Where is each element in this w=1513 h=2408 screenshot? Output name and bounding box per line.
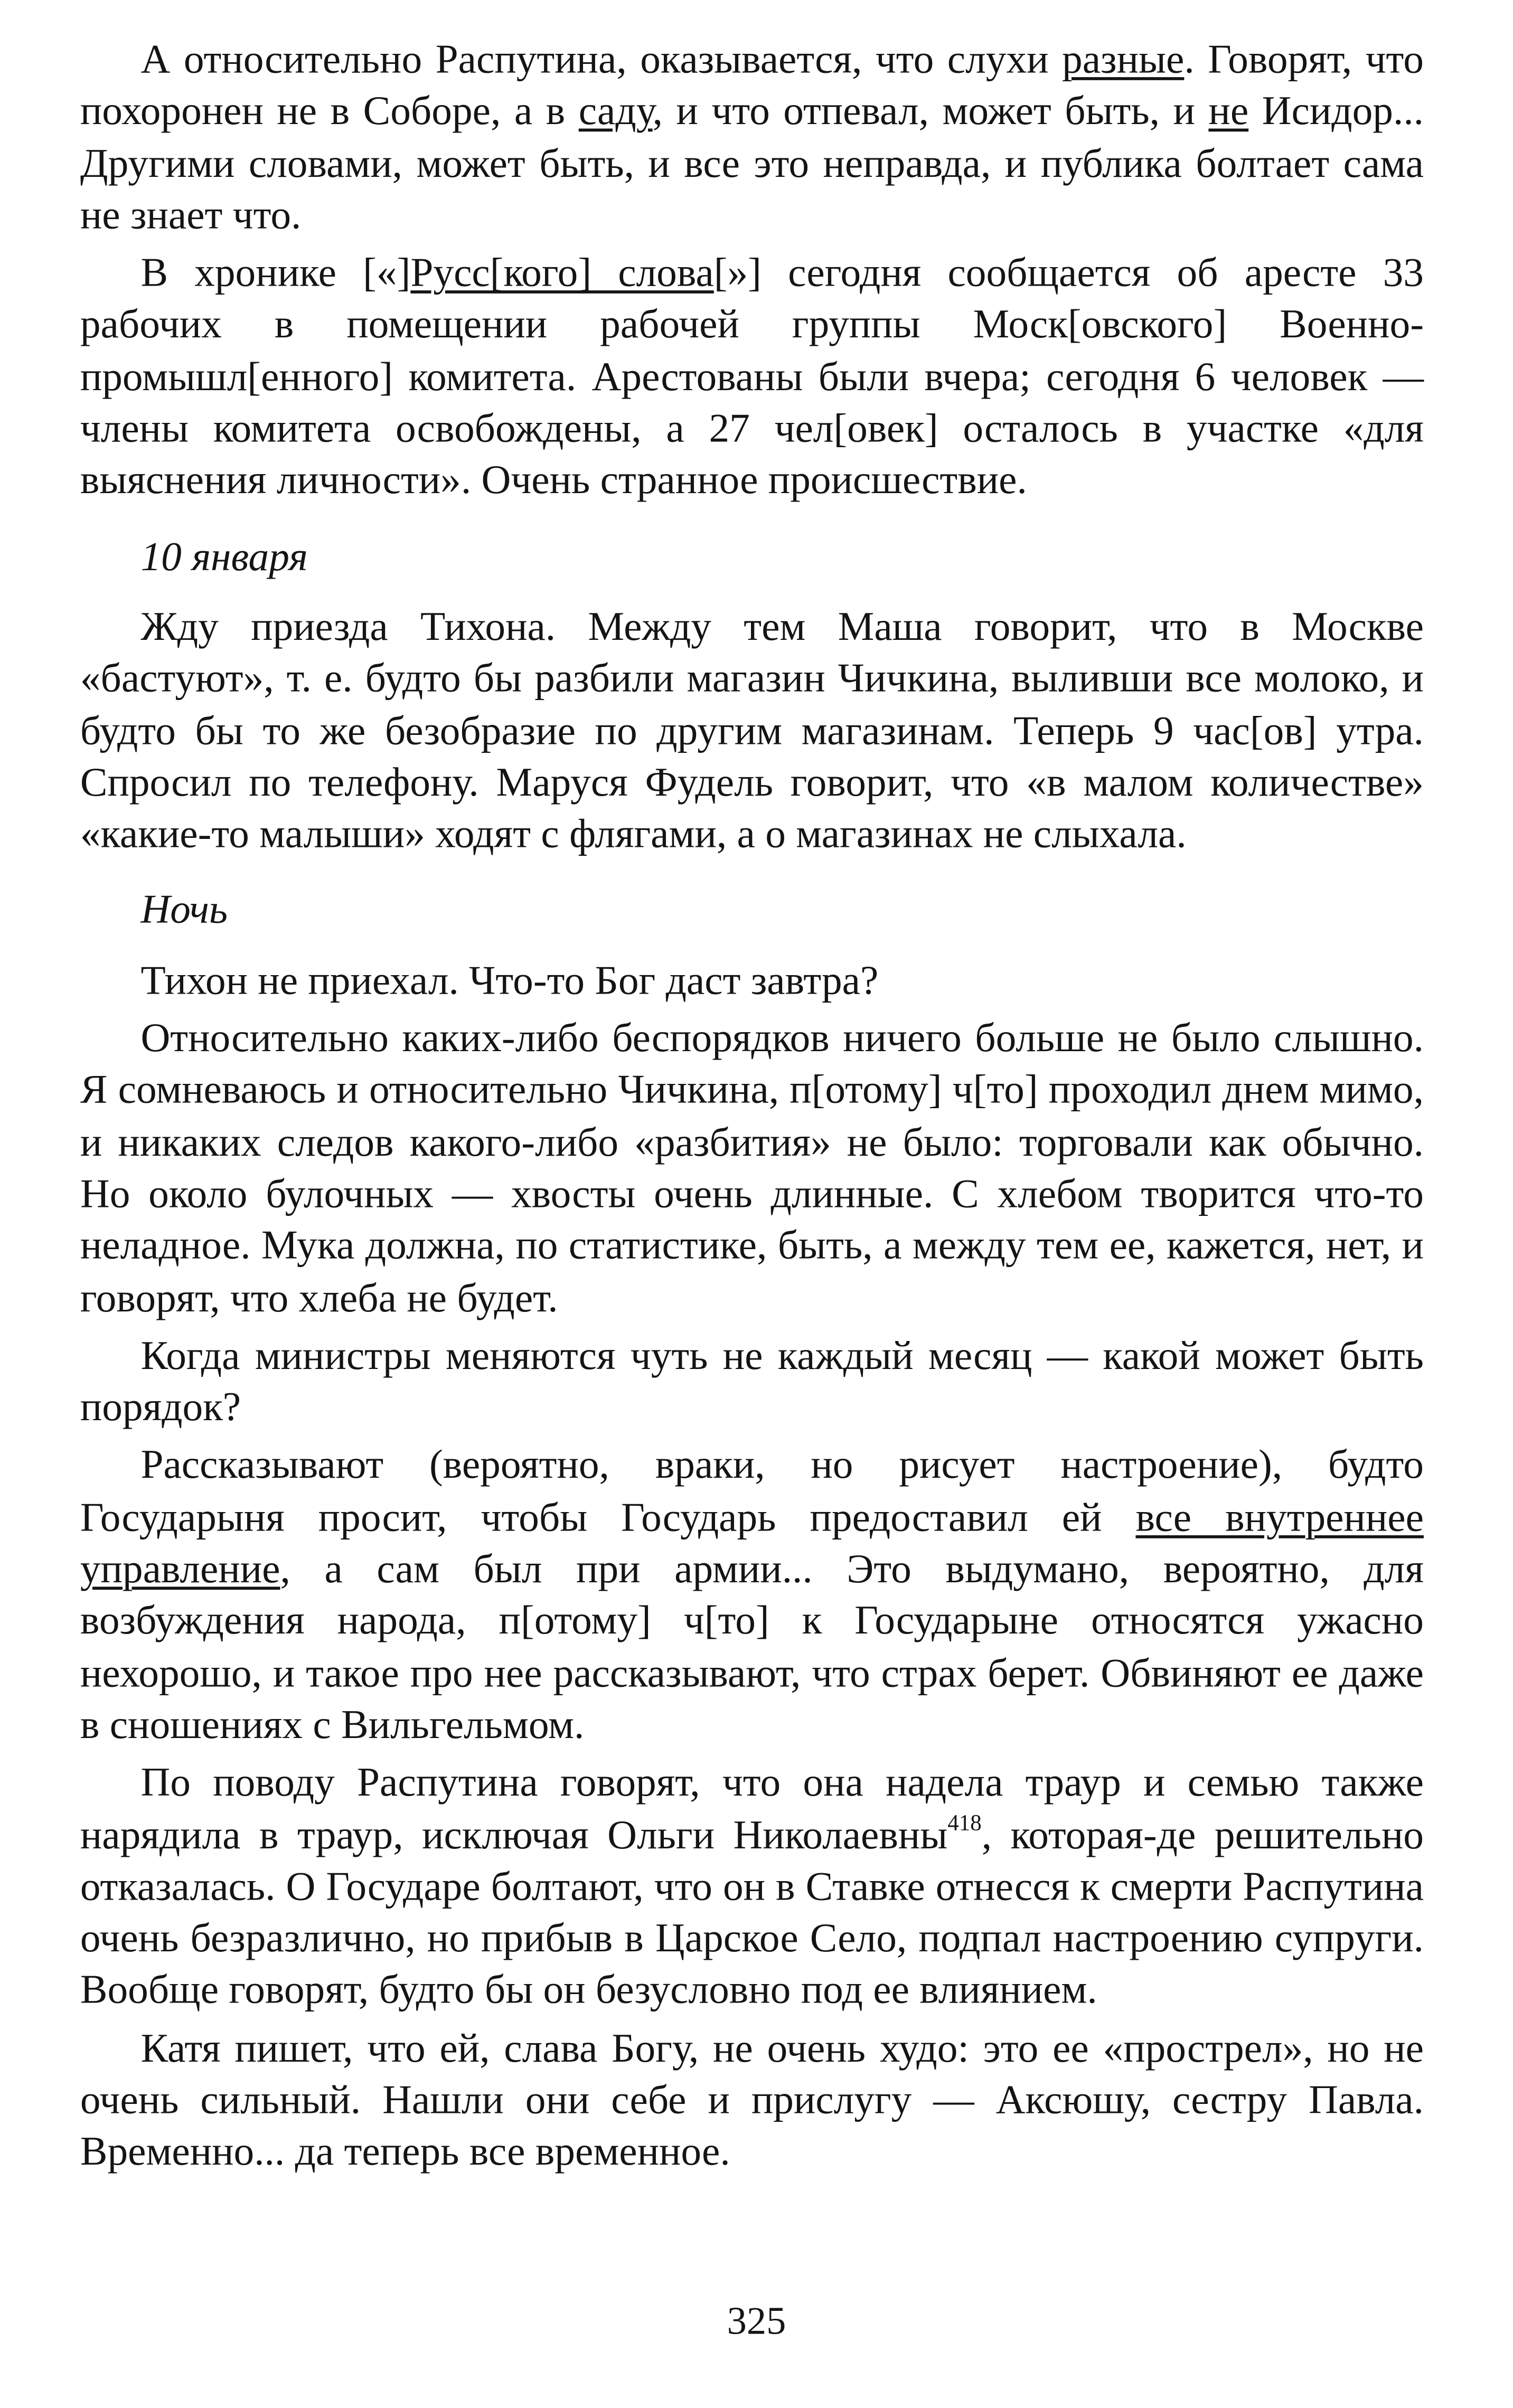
paragraph <box>80 1757 1424 2016</box>
text-run: . Говорят, что похоронен не в Соборе, а в <box>80 36 1424 134</box>
paragraph <box>80 1439 1424 1751</box>
underlined-text: не <box>1208 88 1249 134</box>
paragraph <box>80 247 1424 506</box>
page-number: 325 <box>727 2299 786 2343</box>
text-run: [»] сегодня сообщается об аресте 33 рабочих в помещении рабочей группы Моск[овского] Военно-промышл[енного] комитета. Арестованы были вчера; сегодня 6 человек — члены комитета освобождены, а 27 чел[овек] осталось в участке «для выяснения личности». Очень странное происшествие. <box>80 250 1424 503</box>
text-run: , а сам был при армии... Это выдумано, вероятно, для возбуждения народа, п[отому] ч[то] к Государыне относятся ужасно нехорошо, и такое про нее рассказывают, что страх берет. Обвиняют ее даже в сношениях с Вильгельмом. <box>80 1546 1424 1747</box>
date-heading <box>80 884 1424 936</box>
paragraph <box>80 2022 1424 2178</box>
text-run: В хронике [«] <box>140 250 411 296</box>
text-run: , которая-де решительно отказалась. О Государе болтают, что он в Ставке отнесся к смерти Распутина очень безразлично, но прибыв в Царское Село, подпал настроению супруги. Вообще говорят, будто бы он безусловно под ее влиянием. <box>80 1811 1424 2013</box>
paragraph <box>80 1012 1424 1324</box>
text-run: Исидор... Другими словами, может быть, и все это неправда, и публика болтает сама не знает что. <box>80 88 1424 238</box>
text-run: Когда министры меняются чуть не каждый месяц — какой может быть порядок? <box>80 1332 1424 1430</box>
underlined-text: все внутреннее управление <box>80 1494 1424 1592</box>
page-text <box>80 33 1424 2184</box>
text-run: Тихон не приехал. Что-то Бог даст завтра? <box>140 957 879 1003</box>
text-run: А относительно Распутина, оказывается, что слухи <box>140 36 1063 82</box>
text-run: Относительно каких-либо беспорядков ничего больше не было слышно. Я сомневаюсь и относительно Чичкина, п[отому] ч[то] проходил днем мимо, и никаких следов какого-либо «разбития» не было: торговали как обычно. Но около булочных — хвосты очень длинные. С хлебом творится что-то неладное. Мука должна, по статистике, быть, а между тем ее, кажется, нет, и говорят, что хлеба не будет. <box>80 1015 1424 1320</box>
underlined-text: разные <box>1062 36 1185 82</box>
text-run: Рассказывают (вероятно, враки, но рисует настроение), будто Государыня просит, чтобы Государь предоставил ей <box>80 1442 1424 1540</box>
text-run: По поводу Распутина говорят, что она надела траур и семью также нарядила в траур, исключая Ольги Николаевны <box>80 1759 1424 1857</box>
underlined-text: саду <box>578 88 653 134</box>
text-run: 10 января <box>140 533 308 579</box>
underlined-text: Русс[кого] слова <box>410 250 714 296</box>
text-run: , и что отпевал, может быть, и <box>652 88 1209 134</box>
text-run: Катя пишет, что ей, слава Богу, не очень худо: это ее «прострел», но не очень сильный. Нашли они себе и прислугу — Аксюшу, сестру Павла. Временно... да теперь все временное. <box>80 2025 1424 2174</box>
paragraph <box>80 33 1424 241</box>
text-run: Ночь <box>140 887 228 933</box>
text-run: Жду приезда Тихона. Между тем Маша говорит, что в Москве «бастуют», т. е. будто бы разбили магазин Чичкина, выливши все молоко, и будто бы то же безобразие по другим магазинам. Теперь 9 час[ов] утра. Спросил по телефону. Маруся Фудель говорит, что «в малом количестве» «какие-то малыши» ходят с флягами, а о магазинах не слыхала. <box>80 603 1424 857</box>
paragraph <box>80 954 1424 1006</box>
date-heading <box>80 531 1424 582</box>
paragraph <box>80 1329 1424 1433</box>
footnote-marker: 418 <box>947 1811 982 1836</box>
paragraph <box>80 600 1424 860</box>
